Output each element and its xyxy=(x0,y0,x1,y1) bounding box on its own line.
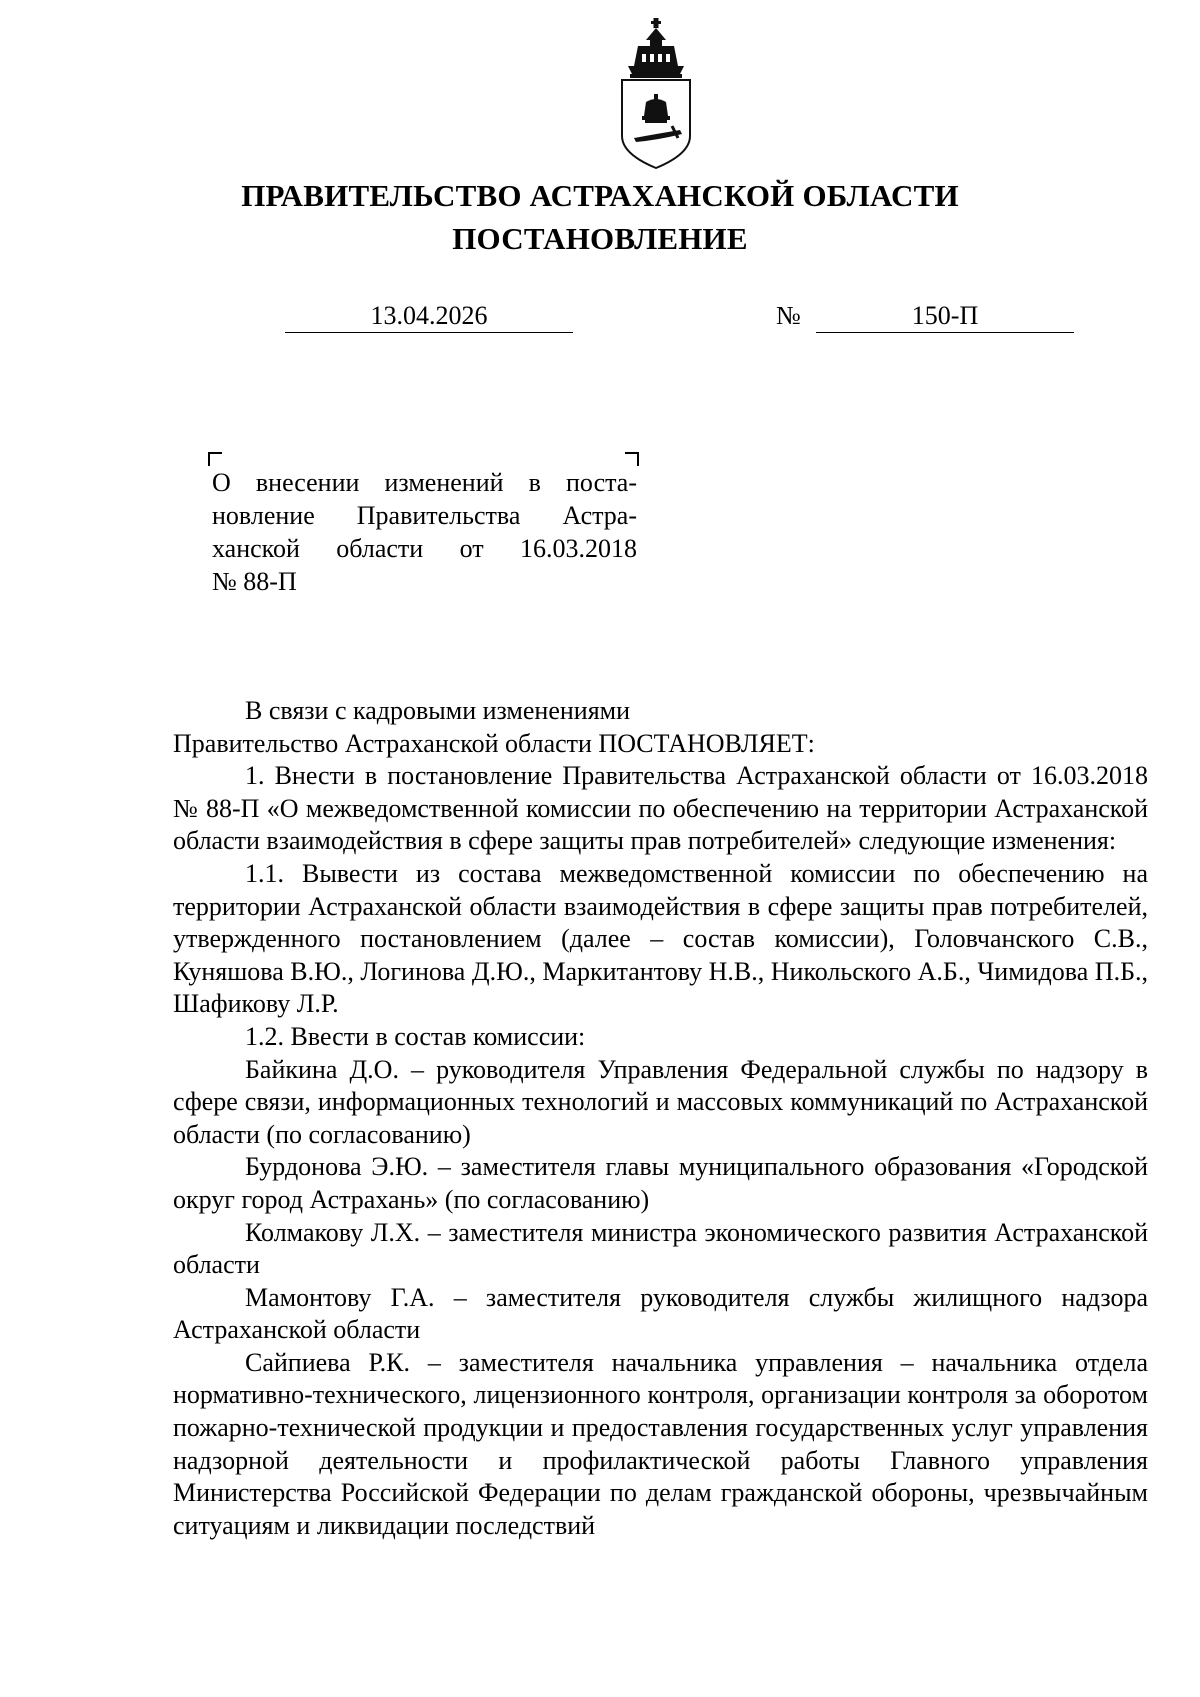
body-paragraph: 1.1. Вывести из состава межведомственной комиссии по обеспечению на территории Астраханской области взаимодействия в сфере защиты прав потребителей, утвержденного постановлением (далее – состав комиссии), Головчанского С.В., Куняшова В.Ю., Логинова Д.Ю., Маркитантову Н.В., Никольского А.Б., Чимидова П.Б., Шафикову Л.Р. xyxy=(173,858,1148,1019)
document-type-title: ПОСТАНОВЛЕНИЕ xyxy=(452,221,748,256)
document-subject xyxy=(212,466,637,598)
body-paragraph: Правительство Астраханской области ПОСТАНОВЛЯЕТ: xyxy=(173,728,815,758)
document-body xyxy=(173,695,1148,1542)
document-number: 150-П xyxy=(816,300,1074,333)
subject-line: ханской области от 16.03.2018 xyxy=(212,534,637,563)
body-paragraph: Мамонтову Г.А. – заместителя руководителя службы жилищного надзора Астраханской области xyxy=(173,1282,1148,1345)
body-paragraph: 1.2. Ввести в состав комиссии: xyxy=(245,1021,586,1051)
subject-corner-right xyxy=(625,452,639,466)
subject-line: № 88-П xyxy=(212,567,297,596)
body-paragraph: Бурдонова Э.Ю. – заместителя главы муниципального образования «Городской округ город Астрахань» (по согласованию) xyxy=(173,1152,1148,1214)
body-paragraph: В связи с кадровыми изменениями xyxy=(245,696,631,725)
body-paragraph: Байкина Д.О. – руководителя Управления Федеральной службы по надзору в сфере связи, информационных технологий и массовых коммуникаций по Астраханской области (по согласованию) xyxy=(173,1054,1148,1149)
body-paragraph: Сайпиева Р.К. – заместителя начальника управления – начальника отдела нормативно-технического, лицензионного контроля, организации контроля за оборотом пожарно-технической продукции и предоставления государственных услуг управления надзорной деятельности и профилактической работы Главного управления Министерства Российской Федерации по делам гражданской обороны, чрезвычайным ситуациям и ликвидации последствий xyxy=(173,1347,1148,1540)
subject-corner-left xyxy=(208,452,222,466)
document-date: 13.04.2026 xyxy=(285,300,573,333)
body-paragraph: 1. Внести в постановление Правительства Астраханской области от 16.03.2018 № 88-П «О межведомственной комиссии по обеспечению на территории Астраханской области взаимодействия в сфере защиты прав потребителей» следующие изменения: xyxy=(173,761,1148,856)
coat-of-arms-emblem xyxy=(620,18,692,170)
authority-title: ПРАВИТЕЛЬСТВО АСТРАХАНСКОЙ ОБЛАСТИ xyxy=(241,178,959,213)
number-sign: № xyxy=(776,301,801,330)
body-paragraph: Колмакову Л.Х. – заместителя министра экономического развития Астраханской области xyxy=(173,1217,1148,1280)
subject-line: новление Правительства Астра- xyxy=(212,501,637,530)
subject-line: О внесении изменений в поста- xyxy=(212,468,637,497)
